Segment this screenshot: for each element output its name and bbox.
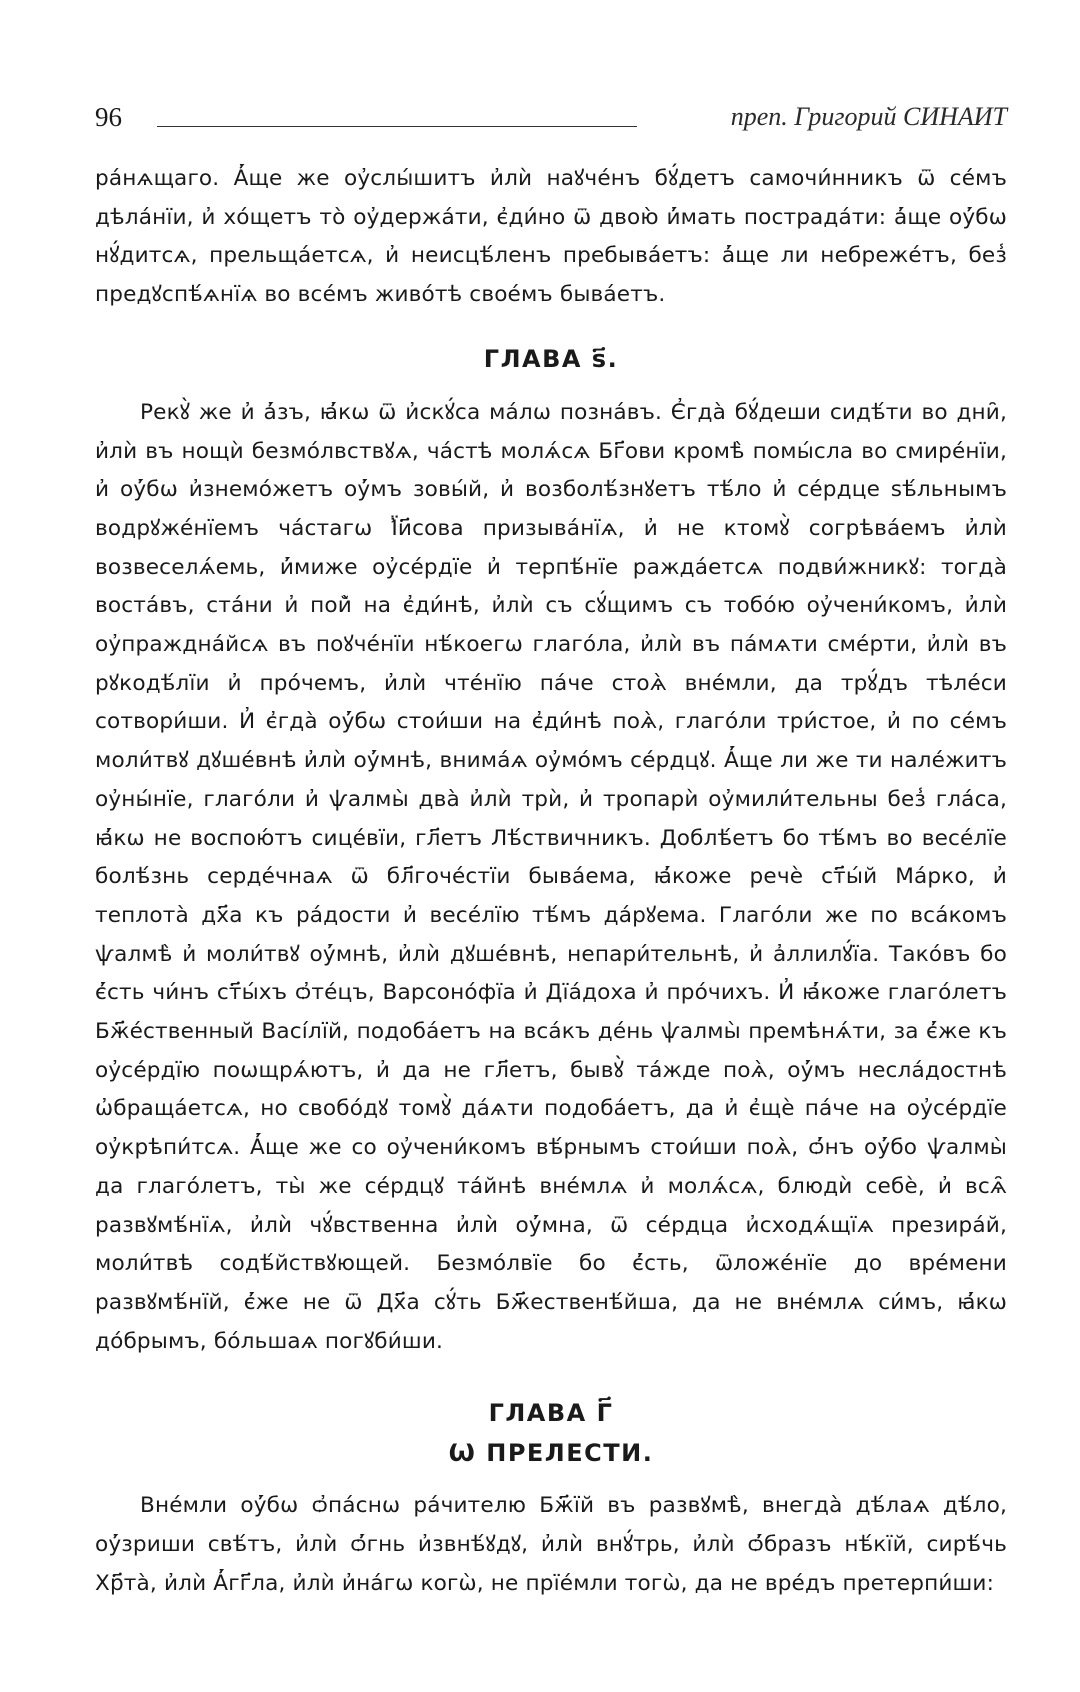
chapter-heading-7: ГЛАВА Г҃ (488, 1399, 614, 1428)
chapter-subtitle: Ѡ ПРЕЛЕСТИ. (448, 1439, 654, 1468)
chapter-heading-6: ГЛАВА ѕ҃. (483, 344, 619, 373)
paragraph-chapter-6: Рекꙋ̀ же и҆ а҆́зъ, ꙗ҆́кѡ ѿ и҆скꙋ́са ма́лѡ позна́въ. Є҆гда̀ бꙋ́деши сидѣ́ти во дни̑, и҆лѝ въ нощѝ безмо́лвствꙋѧ, ча́стѣ молѧ́сѧ Бг҃ови кромѣ̀ помы́сла во смире́нїи, и҆ оу҆́бѡ и҆знемо́жетъ оу҆́мъ зовы́й, и҆ возболѣ́знꙋетъ тѣ́ло и҆ се́рдце ѕѣ́льнымъ водрꙋже́нїемъ ча́стагѡ Ї҆и҃сова призыва́нїѧ, и҆ не ктомꙋ̀ согрѣва́емъ и҆лѝ возвеселѧ́емь, и҆́миже оу҆се́рдїе и҆ терпѣ́нїе ражда́етсѧ подви́жникꙋ: тогда̀ воста́въ, ста́ни и҆ пой̀ на є҆ди́нѣ, и҆лѝ съ сꙋ́щимъ съ тобо́ю оу҆чени́комъ, и҆лѝ оу҆праждна́йсѧ въ поꙋче́нїи нѣ́коегѡ глаго́ла, и҆лѝ въ па́мѧти сме́рти, и҆лѝ въ рꙋкодѣ́лїи и҆ про́чемъ, и҆лѝ чте́нїю па́че стоѧ̀ вне́мли, да трꙋ́дъ тѣле́си сотвори́ши. И҆ є҆гда̀ оу҆́бѡ стои́ши на є҆ди́нѣ поѧ̀, глаго́ли три́стое, и҆ по се́мъ моли́твꙋ дꙋше́внѣ и҆лѝ оу҆́мнѣ, внима́ѧ оу҆мо́мъ се́рдцꙋ. А҆́ще ли же ти нале́житъ оу҆ны́нїе, глаго́ли и҆ ѱалмы̀ два̀ и҆лѝ трѝ, и҆ тропарѝ оу҆мили́тельны без̾ гла́са, ꙗ҆́кѡ не воспою́тъ сице́вїи, гл҃етъ Лѣ́ствичникъ. Доблѣ́етъ бо тѣ́мъ во весе́лїе болѣ́знь серде́чнаѧ ѿ бл҃гоче́стїи быва́ема, ꙗ҆́коже речѐ ст҃ы́й Ма́рко, и҆ теплота̀ дх҃а къ ра́дости и҆ весе́лїю тѣ́мъ да́рꙋема. Глаго́ли же по вса́комъ ѱалмѣ̀ и҆ моли́твꙋ оу҆́мнѣ, и҆лѝ дꙋше́внѣ, непари́тельнѣ, и҆ а҆ллилꙋ́їа. Тако́въ бо є҆́сть чи́нъ ст҃ы́хъ ѻ҆те́цъ, Варсоно́фїа и҆ Дїа́доха и҆ про́чихъ. И҆ ꙗ҆́коже глаго́летъ Бж҃е́ственный Васі́лїй, подоба́етъ на вса́къ де́нь ѱалмы̀ премѣнѧ́ти, за є҆́же къ оу҆се́рдїю поѡщрѧ́ютъ, и҆ да не гл҃етъ, бывꙋ̀ та́жде поѧ̀, оу҆́мъ несла́достнѣ ѡ҆браща́етсѧ, но свобо́дꙋ томꙋ̀ да́ѧти подоба́етъ, да и҆ є҆щѐ па́че на оу҆се́рдїе оу҆крѣпи́тсѧ. А҆́ще же со оу҆чени́комъ вѣ́рнымъ стои́ши поѧ̀, ѻ҆́нъ оу҆́бо ѱалмы̀ да глаго́летъ, ты̀ же се́рдцꙋ та́йнѣ вне́млѧ и҆ молѧ́сѧ, блюдѝ себѐ, и҆ всѧ̑ развꙋмѣ́нїѧ, и҆лѝ чꙋ́вственна и҆лѝ оу҆́мна, ѿ се́рдца и҆сходѧ́щїѧ презира́й, моли́твѣ содѣ́йствꙋющей. Безмо́лвїе бо є҆́сть, ѿложе́нїе до вре́мени развꙋмѣ́нїй, є҆́же не ѿ Дх҃а сꙋ́ть Бж҃ественѣ́йша, да не вне́млѧ си́мъ, ꙗ҆́кѡ до́брымъ, бо́льшаѧ погꙋби́ши. (95, 399, 1007, 1354)
page-header (95, 96, 1007, 136)
page-number: 96 (95, 102, 122, 132)
header-rule (157, 126, 637, 127)
page-body (95, 160, 1007, 1604)
running-title: преп. Григорий СИНАИТ (730, 102, 1007, 131)
paragraph-continuation: ра́нѧщаго. А҆́ще же оу҆слы́шитъ и҆лѝ наꙋче́нъ бꙋ́детъ самочи́нникъ ѿ се́мъ дѣла́нїи, и҆ хо́щетъ то̀ оу҆держа́ти, є҆ди́но ѿ двою̀ и҆́мать пострада́ти: а҆́ще оу҆́бѡ нꙋ́дитсѧ, прельща́етсѧ, и҆ неисцѣ́ленъ пребыва́етъ: а҆́ще ли небреже́тъ, без̾ предꙋспѣ́ѧнїѧ во все́мъ живо́тѣ свое́мъ быва́етъ. (95, 166, 1007, 308)
paragraph-chapter-7: Вне́мли оу҆́бѡ ѻ҆па́снѡ ра́чителю Бж҃їй въ развꙋмѣ̀, внегда̀ дѣ́лаѧ дѣ́ло, оу҆́зриши свѣ́тъ, и҆лѝ ѻ҆́гнь и҆звнѣ́ꙋдꙋ, и҆лѝ внꙋ́трь, и҆лѝ ѻ҆́бразъ нѣ́кїй, сирѣ́чь Хр҃та̀, и҆лѝ А҆́гг҃ла, и҆лѝ и҆на́гѡ когѡ̀, не прїе́мли тогѡ̀, да не вре́дъ претерпи́ши: (95, 1493, 1007, 1596)
